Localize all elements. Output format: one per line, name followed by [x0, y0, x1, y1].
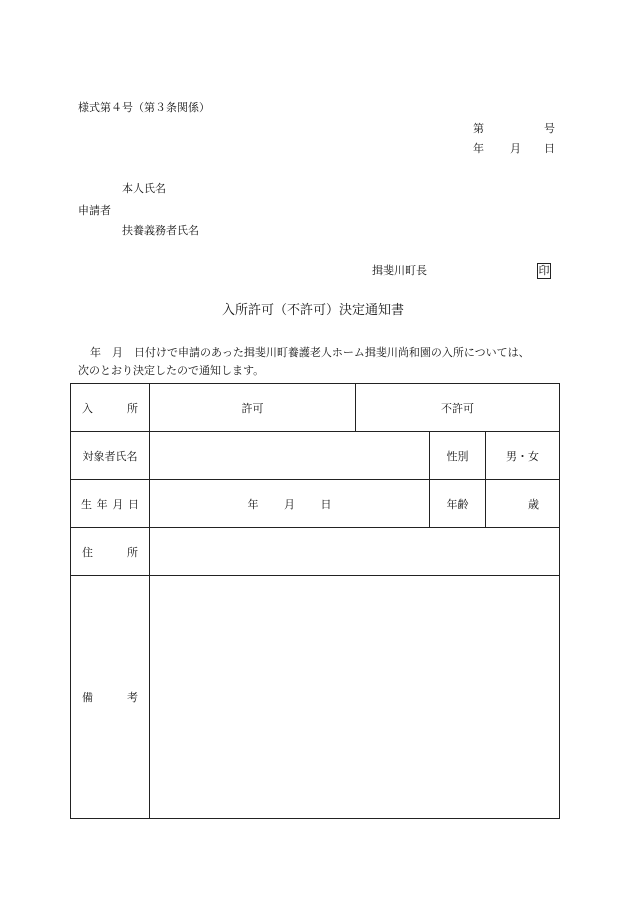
- body-line-2: 次のとおり決定したので通知します。: [78, 364, 265, 377]
- date-day: 日: [544, 142, 555, 155]
- label-sex: 性別: [429, 432, 485, 479]
- label-subject-name: 対象者氏名: [82, 449, 138, 463]
- document-title: 入所許可（不許可）決定通知書: [222, 303, 405, 318]
- label-admission-char-2: 所: [127, 401, 138, 415]
- label-admission-char-1: 入: [82, 401, 93, 415]
- label-age: 年齢: [429, 480, 485, 527]
- doc-no-suffix: 号: [544, 122, 555, 135]
- date-year: 年: [473, 142, 484, 155]
- label-birthdate-char-3: 月: [112, 497, 124, 511]
- field-age[interactable]: [485, 480, 559, 527]
- label-remarks-char-2: 考: [127, 691, 138, 704]
- birthdate-year-unit: 年: [247, 497, 259, 511]
- label-address: [71, 528, 149, 575]
- label-birthdate-char-4: 日: [127, 497, 139, 511]
- mayor-label: 揖斐川町長: [372, 264, 427, 277]
- label-admission: [71, 384, 149, 431]
- row-admission: [71, 384, 559, 432]
- label-address-char-1: 住: [82, 545, 93, 559]
- form-number: 様式第４号（第３条関係）: [78, 101, 210, 114]
- field-birthdate[interactable]: [149, 480, 429, 527]
- date-month: 月: [510, 142, 521, 155]
- label-remarks-char-1: 備: [82, 691, 93, 704]
- age-unit: 歳: [528, 497, 539, 511]
- label-remarks: [71, 576, 149, 818]
- field-address[interactable]: [149, 528, 559, 575]
- row-birthdate: [71, 480, 559, 528]
- cell-not-permit[interactable]: 不許可: [355, 384, 559, 431]
- self-name-label: 本人氏名: [122, 182, 166, 195]
- label-birthdate-char-1: 生: [81, 497, 92, 511]
- label-address-char-2: 所: [127, 545, 138, 559]
- decision-form-table: [70, 383, 560, 819]
- birthdate-day-unit: 日: [320, 497, 332, 511]
- body-paragraph: [78, 344, 568, 380]
- row-address: [71, 528, 559, 576]
- field-subject-name[interactable]: [149, 432, 429, 479]
- row-subject-name: [71, 432, 559, 480]
- label-birthdate-char-2: 年: [96, 497, 108, 511]
- body-line-1: 年 月 日付けで申請のあった揖斐川町養護老人ホーム揖斐川尚和園の入所については、: [90, 346, 530, 359]
- guardian-name-label: 扶養義務者氏名: [122, 224, 199, 237]
- seal-stamp-box: 印: [538, 264, 550, 277]
- cell-permit[interactable]: 許可: [149, 384, 355, 431]
- birthdate-month-unit: 月: [284, 497, 295, 511]
- applicant-label: 申請者: [78, 204, 111, 217]
- row-remarks: [71, 576, 559, 818]
- doc-no-prefix: 第: [473, 122, 484, 135]
- label-birthdate: [71, 480, 149, 527]
- field-remarks[interactable]: [149, 576, 559, 818]
- field-sex[interactable]: 男・女: [485, 432, 559, 479]
